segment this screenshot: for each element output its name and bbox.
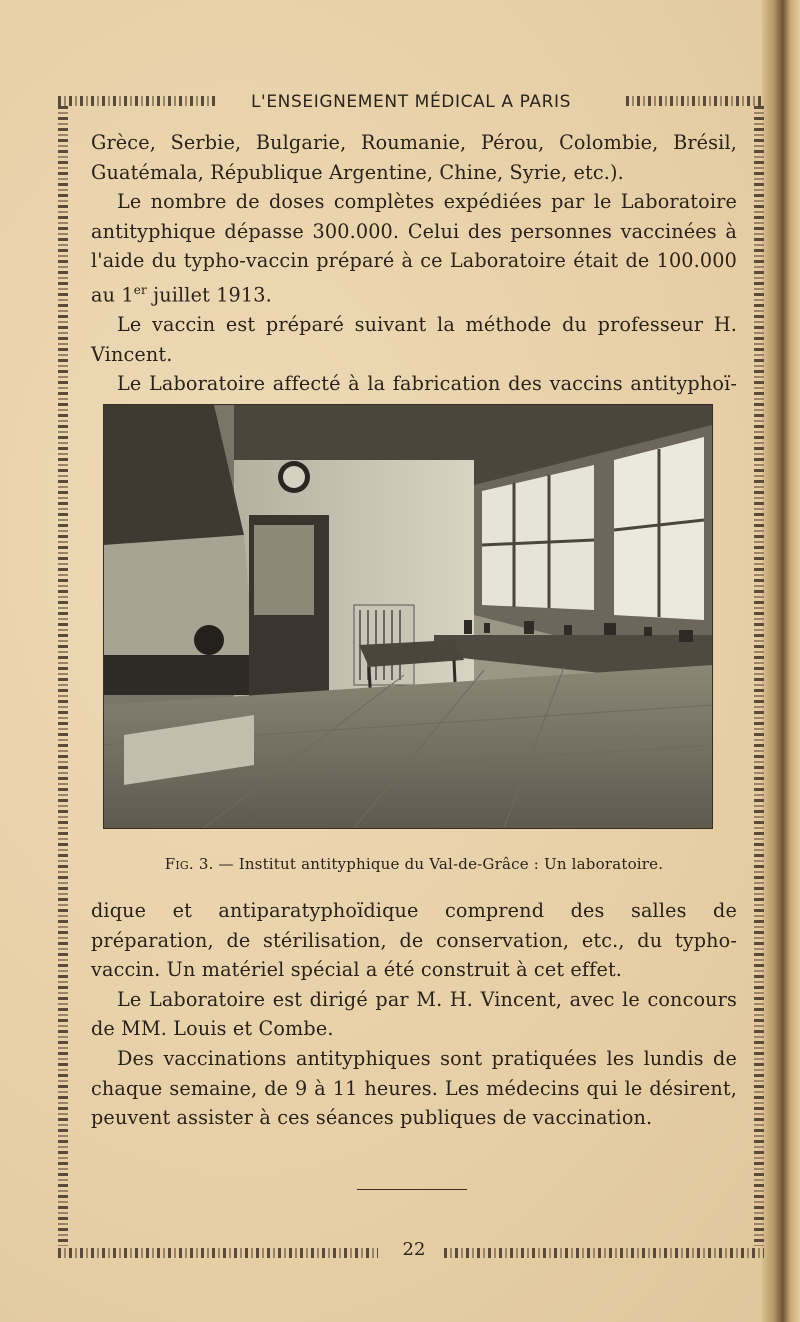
figure-label: Fig. 3. <box>164 855 214 873</box>
border-bottom-left <box>58 1248 378 1258</box>
photo-illustration <box>104 405 712 828</box>
body-text-top <box>91 128 737 399</box>
paragraph: Le vaccin est préparé suivant la méthode du professeur H. Vincent. <box>91 312 737 366</box>
border-left <box>58 106 68 1246</box>
laboratory-photograph <box>103 404 713 829</box>
paragraph: Des vaccinations antityphiques sont pratiquées les lundis de chaque semaine, de 9 à 11 heures. Les médecins qui le désirent, peuvent assister à ces séances publiques de vaccination. <box>91 1046 737 1130</box>
paragraph: Le Laboratoire affecté à la fabrication des vaccins antityphoï- <box>117 372 737 396</box>
figure-caption <box>91 855 737 873</box>
border-bottom-right <box>444 1248 764 1258</box>
body-text-bottom <box>91 896 737 1133</box>
page-number: 22 <box>402 1239 426 1260</box>
end-rule <box>357 1189 467 1190</box>
paragraph: Le Laboratoire est dirigé par M. H. Vincent, avec le concours de MM. Louis et Combe. <box>91 987 737 1041</box>
paragraph: Le nombre de doses complètes expédiées par le Laboratoire antityphique dépasse 300.000. Celui des personnes vaccinées à l'aide du typho-vaccin préparé à ce Laboratoire était de 100.000 au 1er juillet 1913. <box>91 190 737 307</box>
paragraph: dique et antiparatyphoïdique comprend des salles de préparation, de stérilisation, de conservation, etc., du typho-vaccin. Un matériel spécial a été construit à cet effet. <box>91 899 737 982</box>
border-right <box>754 106 764 1246</box>
book-spine-shadow <box>762 0 800 1322</box>
paragraph: Grèce, Serbie, Bulgarie, Roumanie, Pérou, Colombie, Brésil, Guatémala, République Argentine, Chine, Syrie, etc.). <box>91 131 737 184</box>
running-head: L'ENSEIGNEMENT MÉDICAL A PARIS <box>250 92 572 112</box>
superscript: er <box>133 282 147 297</box>
figure-caption-text: — Institut antityphique du Val-de-Grâce : Un laboratoire. <box>213 855 664 873</box>
